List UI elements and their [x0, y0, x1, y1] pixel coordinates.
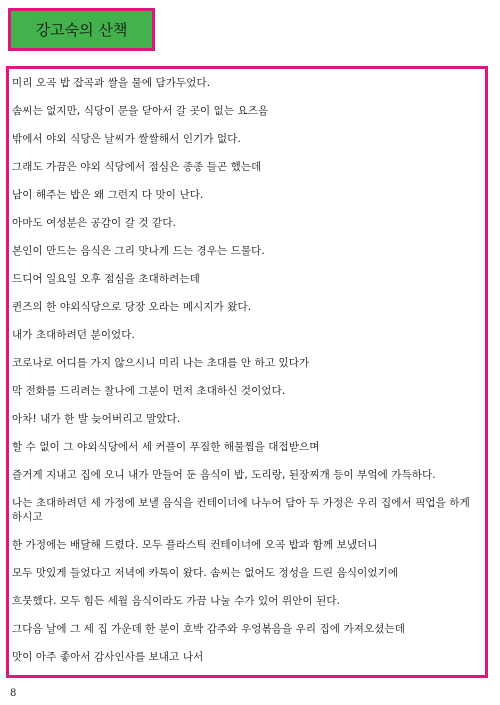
text-line: 나는 초대하려던 세 가정에 보낼 음식을 컨테이너에 나누어 담아 두 가정은 우리 집에서 픽업을 하게 하시고 — [12, 497, 470, 523]
text-line: 솜씨는 없지만, 식당이 문을 닫아서 갈 곳이 없는 요즈음 — [12, 105, 269, 117]
text-line: 아차! 내가 한 발 늦어버리고 말았다. — [12, 413, 181, 425]
text-line: 그래도 가끔은 야외 식당에서 점심은 종종 들곤 했는데 — [12, 161, 262, 173]
text-line: 흐뭇했다. 모두 힘든 세월 음식이라도 가끔 나눌 수가 있어 위안이 된다. — [12, 595, 341, 607]
text-line: 한 가정에는 배달해 드렸다. 모두 플라스틱 컨테이너에 오곡 밥과 함께 보냈더니 — [12, 539, 378, 551]
text-line: 맛이 아주 좋아서 감사인사를 보내고 나서 — [12, 651, 204, 663]
text-line: 내가 초대하려던 분이었다. — [12, 329, 135, 341]
text-line: 미리 오곡 밥 잡곡과 쌀을 물에 담가두었다. — [12, 77, 211, 89]
title-box — [8, 8, 155, 51]
text-line: 남이 해주는 밥은 왜 그런지 다 맛이 난다. — [12, 189, 204, 201]
text-line: 퀸즈의 한 야외식당으로 당장 오라는 메시지가 왔다. — [12, 301, 252, 313]
text-line: 막 전화를 드리려는 찰나에 그분이 먼저 초대하신 것이었다. — [12, 385, 286, 397]
text-line: 그다음 날에 그 세 집 가운데 한 분이 호박 감주와 우엉볶음을 우리 집에 가져오셨는데 — [12, 623, 405, 635]
text-line: 할 수 없이 그 야외식당에서 세 커플이 푸짐한 해물찜을 대접받으며 — [12, 441, 320, 453]
page-title: 강고숙의 산책 — [35, 21, 128, 39]
text-line: 모두 맛있게 들었다고 저녁에 카톡이 왔다. 솜씨는 없어도 정성을 드린 음식이었기에 — [12, 567, 399, 579]
text-line: 본인이 만드는 음식은 그리 맛나게 드는 경우는 드물다. — [12, 245, 265, 257]
text-line: 코로나로 어디를 가지 않으시니 미리 나는 초대를 안 하고 있다가 — [12, 357, 310, 369]
text-line: 즐거게 지내고 집에 오니 내가 만들어 둔 음식이 밥, 도리랑, 된장찌개 등이 부엌에 가득하다. — [12, 469, 436, 481]
text-line: 아마도 여성분은 공감이 갈 것 같다. — [12, 217, 177, 229]
text-line: 드디어 일요일 오후 점심을 초대하려는데 — [12, 273, 200, 285]
content-box — [6, 66, 488, 678]
page-number: 8 — [10, 688, 17, 699]
text-line: 밖에서 야외 식당은 날씨가 쌀쌀해서 인기가 없다. — [12, 133, 241, 145]
